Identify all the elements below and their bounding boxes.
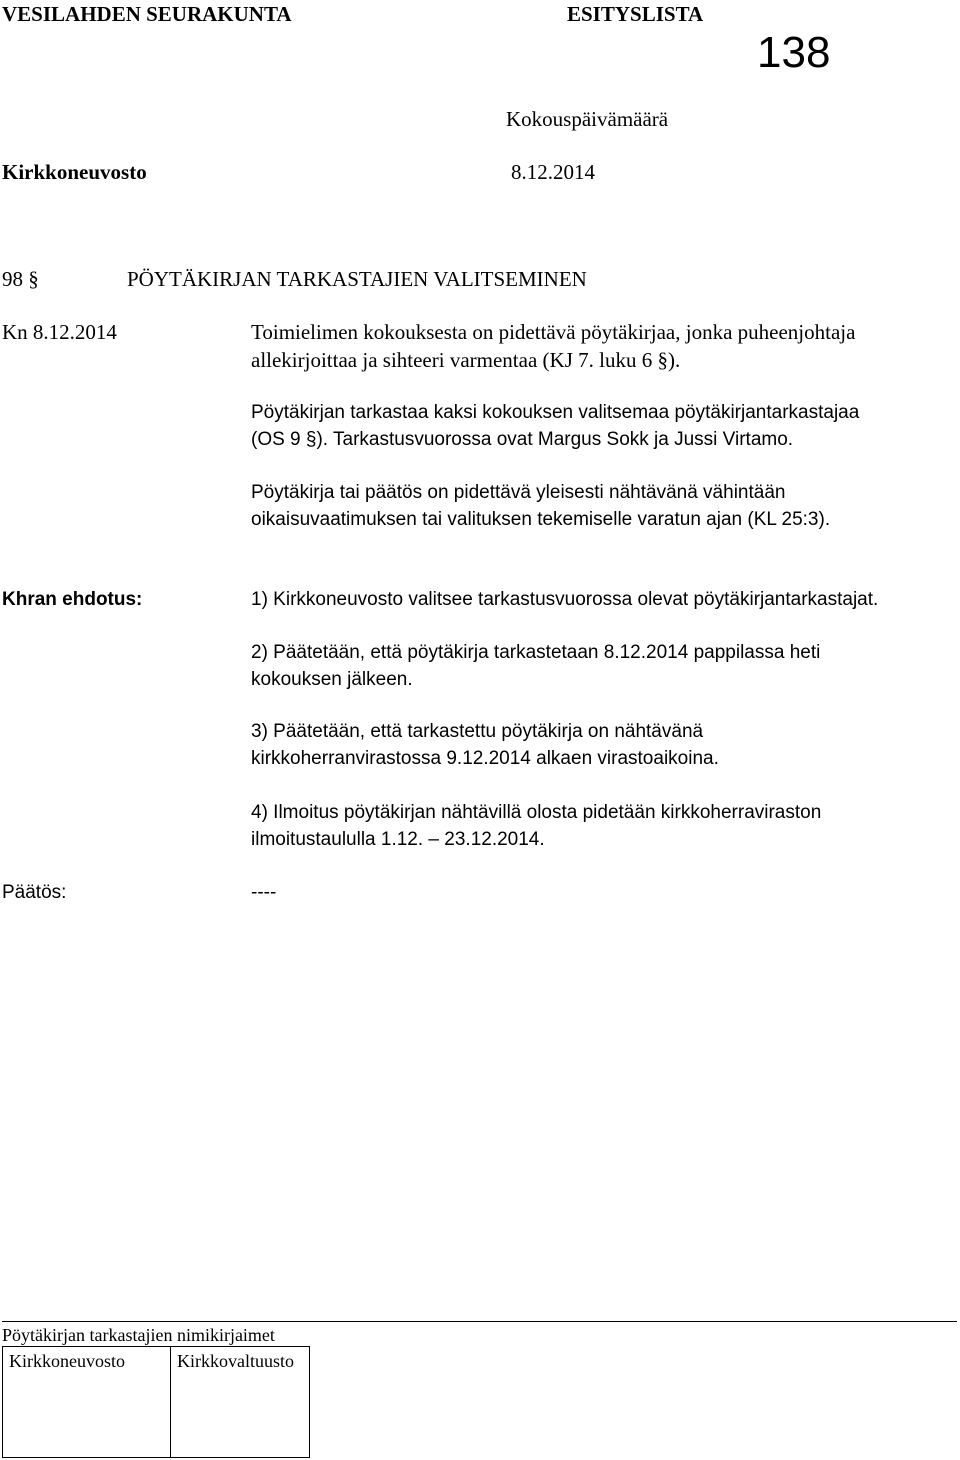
initials-cell-kirkkoneuvosto: Kirkkoneuvosto — [3, 1347, 171, 1458]
paragraph-line: (OS 9 §). Tarkastusvuorossa ovat Margus Sokk ja Jussi Virtamo. — [251, 429, 794, 450]
date-label: Kokouspäivämäärä — [506, 107, 669, 131]
item-paragraph-2 — [251, 399, 951, 453]
item-reference: Kn 8.12.2014 — [2, 320, 117, 344]
paragraph-line: Toimielimen kokouksesta on pidettävä pöytäkirjaa, jonka puheenjohtaja — [251, 320, 856, 344]
footer-title: Pöytäkirjan tarkastajien nimikirjaimet — [2, 1325, 275, 1345]
proposal-line: kokouksen jälkeen. — [251, 669, 413, 690]
item-number — [2, 265, 39, 293]
paragraph-line: oikaisuvaatimuksen tai valituksen tekemiselle varatun ajan (KL 25:3). — [251, 509, 831, 530]
proposal-item-4 — [251, 799, 951, 853]
paragraph-line: Pöytäkirjan tarkastaa kaksi kokouksen valitsemaa pöytäkirjantarkastajaa — [251, 402, 860, 423]
proposal-item-2 — [251, 639, 951, 693]
page-number: 138 — [757, 28, 831, 77]
initials-cell-kirkkovaltuusto: Kirkkovaltuusto — [171, 1347, 310, 1458]
proposal-line: 1) Kirkkoneuvosto valitsee tarkastusvuorossa olevat pöytäkirjantarkastajat. — [251, 589, 879, 610]
proposal-label: Khran ehdotus: — [2, 589, 143, 610]
initials-table — [2, 1346, 310, 1458]
footer-divider — [2, 1321, 957, 1322]
section-sign: § — [28, 267, 39, 291]
proposal-line: kirkkoherranvirastossa 9.12.2014 alkaen virastoaikoina. — [251, 748, 719, 769]
proposal-item-1 — [251, 586, 951, 613]
meeting-body: Kirkkoneuvosto — [2, 160, 147, 184]
meeting-date: 8.12.2014 — [511, 160, 595, 184]
paragraph-line: Pöytäkirja tai päätös on pidettävä yleisesti nähtävänä vähintään — [251, 482, 786, 503]
initials-row — [3, 1347, 310, 1458]
item-paragraph-1 — [251, 318, 951, 374]
decision-label: Päätös: — [2, 882, 67, 903]
organization-name: VESILAHDEN SEURAKUNTA — [2, 2, 292, 26]
decision-value: ---- — [251, 882, 277, 903]
proposal-line: 2) Päätetään, että pöytäkirja tarkastetaan 8.12.2014 pappilassa heti — [251, 642, 821, 663]
item-paragraph-3 — [251, 479, 951, 533]
paragraph-line: allekirjoittaa ja sihteeri varmentaa (KJ 7. luku 6 §). — [251, 348, 681, 372]
proposal-line: ilmoitustaululla 1.12. – 23.12.2014. — [251, 829, 545, 850]
proposal-line: 3) Päätetään, että tarkastettu pöytäkirja on nähtävänä — [251, 721, 704, 742]
proposal-line: 4) Ilmoitus pöytäkirjan nähtävillä olosta pidetään kirkkoherraviraston — [251, 802, 822, 823]
item-title: PÖYTÄKIRJAN TARKASTAJIEN VALITSEMINEN — [127, 267, 587, 291]
proposal-item-3 — [251, 718, 951, 772]
item-number-value: 98 — [2, 267, 23, 291]
document-type: ESITYSLISTA — [567, 2, 704, 26]
